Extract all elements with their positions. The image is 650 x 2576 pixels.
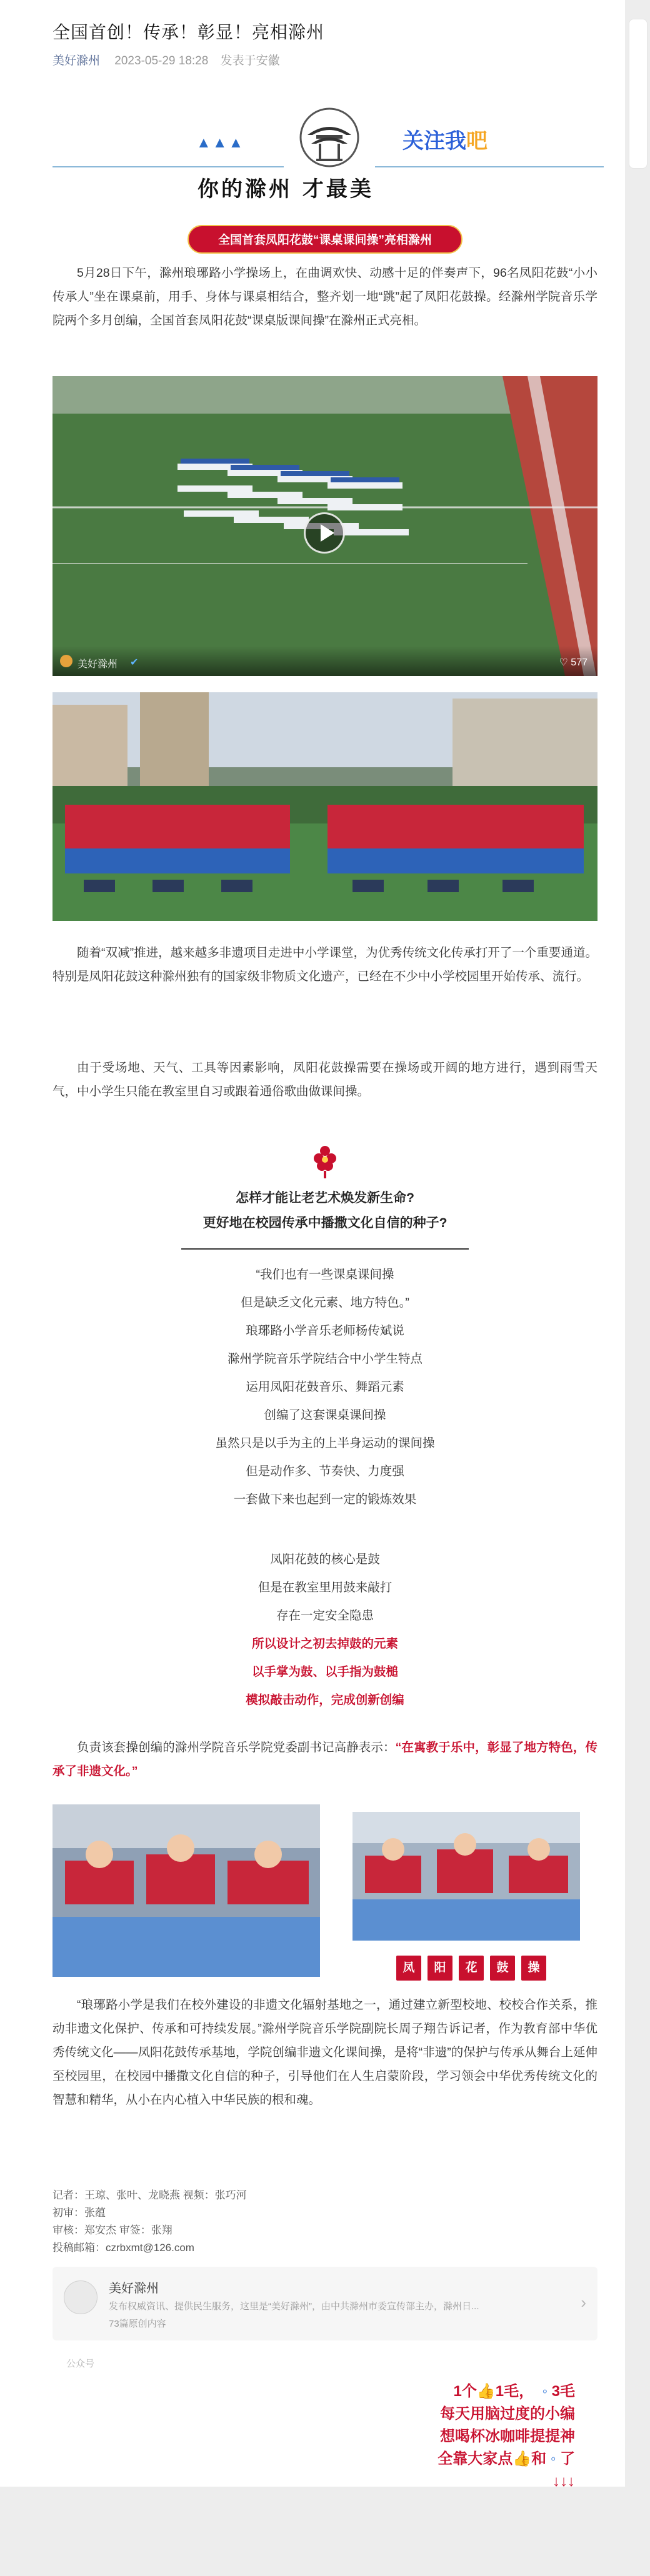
cta-text: 3毛 bbox=[551, 2383, 575, 2400]
thumbs-up-icon: 👍 bbox=[476, 2383, 496, 2400]
profile-description: 发布权威资讯、提供民生服务，这里是“美好滁州”，由中共滁州市委宣传部主办，滁州日... bbox=[109, 2301, 479, 2312]
video-likes[interactable]: ♡ 577 bbox=[559, 657, 588, 668]
cta-arrows: ↓↓↓ bbox=[552, 2473, 575, 2490]
like-dot-icon: ◦ bbox=[550, 2450, 556, 2467]
header-banner bbox=[52, 106, 604, 200]
paragraph-weather: 由于受场地、天气、工具等因素影响，凤阳花鼓操需要在操场或开阔的地方进行，遇到雨雪天气，中小学生只能在教室里自习或跟着通俗歌曲做课间操。 bbox=[52, 1061, 598, 1098]
tag-char: 操 bbox=[521, 1956, 546, 1981]
credit-line: 投稿邮箱：czrbxmt@126.com bbox=[52, 2242, 194, 2254]
paragraph-quote bbox=[52, 1736, 598, 1783]
cta-line-4 bbox=[438, 2448, 575, 2470]
paragraph-double-reduction: 随着“双减”推进，越来越多非遗项目走进中小学课堂，为优秀传统文化传承打开了一个重要通道。特别是凤阳花鼓这种滁州独有的国家级非物质文化遗产，已经在不少中小学校园里开始传承、流行。 bbox=[52, 946, 598, 983]
publish-location: 发表于安徽 bbox=[220, 54, 280, 67]
photo-students-desks bbox=[52, 1804, 320, 1977]
like-dot-icon: ◦ bbox=[542, 2383, 548, 2400]
headline-badge bbox=[188, 225, 462, 254]
flower-icon bbox=[311, 1143, 339, 1178]
cta-text: 了 bbox=[560, 2450, 575, 2467]
follow-suffix: 吧 bbox=[466, 129, 488, 153]
cta-text: 1毛， bbox=[495, 2383, 534, 2400]
credit-line: 记者：王琼、张叶、龙晓燕 视频：张巧河 bbox=[52, 2189, 247, 2201]
poem-block-1 bbox=[52, 1261, 598, 1514]
poem-highlight-line: 模拟敲击动作，完成创新创编 bbox=[246, 1693, 404, 1707]
cta-text: 1个 bbox=[453, 2383, 477, 2400]
poem-line: 但是在教室里用鼓来敲打 bbox=[258, 1581, 392, 1594]
poem-highlight-line: 以手掌为鼓、以手指为鼓槌 bbox=[251, 1665, 398, 1679]
account-name-link[interactable]: 美好滁州 bbox=[52, 54, 101, 67]
verified-icon: ✔ bbox=[130, 657, 139, 668]
profile-name: 美好滁州 bbox=[109, 2282, 159, 2295]
poem-highlight-line: 所以设计之初去掉鼓的元素 bbox=[251, 1637, 398, 1651]
tag-char: 鼓 bbox=[490, 1956, 515, 1981]
playground-photo-image bbox=[52, 692, 598, 921]
photo-classroom-playground bbox=[52, 692, 598, 921]
cta-text: 和 bbox=[531, 2450, 547, 2467]
tag-char: 凤 bbox=[396, 1956, 421, 1981]
credit-line: 初审：张蕴 bbox=[52, 2207, 106, 2219]
account-profile-card[interactable] bbox=[52, 2267, 598, 2340]
support-cta bbox=[438, 2380, 575, 2493]
pavilion-icon bbox=[295, 106, 364, 169]
cta-line-1 bbox=[438, 2380, 575, 2403]
cta-line-3: 想喝杯冰咖啡提提神 bbox=[440, 2428, 575, 2445]
poem-line: 创编了这套课桌课间操 bbox=[264, 1408, 386, 1422]
cta-text: 全靠大家点 bbox=[438, 2450, 513, 2467]
paragraph-base: “琅琊路小学是我们在校外建设的非遗文化辐射基地之一，通过建立新型校地、校校合作关系，推动非遗文化保护、传承和可持续发展。”滁州学院音乐学院副院长周子翔告诉记者，作为教育部中华优秀传统文化——凤阳花鼓传承基地，学院创编非遗文化课间操，是将“非遗”的保护与传承从舞台上延伸至校园里，在校园中播撒文化自信的种子，引导他们在人生启蒙阶段，学习领会中华优秀传统文化的智慧和精华，从小在内心植入中华民族的根和魂。 bbox=[52, 1998, 598, 2107]
credit-line: 审核：郑安杰 审签：张翔 bbox=[52, 2224, 172, 2236]
tag-char: 阳 bbox=[428, 1956, 452, 1981]
poem-line: 运用凤阳花鼓音乐、舞蹈元素 bbox=[246, 1380, 404, 1394]
credits-block bbox=[52, 2187, 247, 2257]
profile-article-count: 73篇原创内容 bbox=[109, 2319, 166, 2329]
follow-us-text bbox=[402, 124, 488, 154]
publish-date: 2023-05-29 18:28 bbox=[114, 54, 209, 67]
banner-slogan: 你的滁州 才最美 bbox=[198, 177, 374, 202]
video-account-name[interactable]: 美好滁州 bbox=[78, 659, 118, 670]
poem-line: 一套做下来也起到一定的锻炼效果 bbox=[233, 1493, 417, 1506]
follow-prefix: 关注我 bbox=[402, 129, 466, 153]
quote-lead: 负责该套操创编的滁州学院音乐学院党委副书记高静表示： bbox=[77, 1741, 396, 1754]
paragraph-intro: 5月28日下午，滁州琅琊路小学操场上，在曲调欢快、动感十足的伴奏声下，96名凤阳花鼓“小小传承人”坐在课桌前，用手、身体与课桌相结合，整齐划一地“跳”起了凤阳花鼓操。经滁州学院音乐学院两个多月创编，全国首套凤阳花鼓“课桌版课间操”在滁州正式亮相。 bbox=[52, 266, 598, 327]
play-button[interactable] bbox=[304, 512, 345, 554]
poem-line: 存在一定安全隐患 bbox=[276, 1609, 374, 1623]
photo-students-classroom bbox=[352, 1812, 580, 1941]
banner-divider-right bbox=[375, 166, 604, 167]
chevron-right-icon: › bbox=[581, 2293, 586, 2312]
section-divider bbox=[181, 1248, 469, 1250]
question-block bbox=[52, 1186, 598, 1236]
video-player[interactable] bbox=[52, 376, 598, 676]
poem-line: “我们也有一些课桌课间操 bbox=[256, 1268, 394, 1281]
account-avatar bbox=[64, 2280, 98, 2314]
video-account-avatar bbox=[60, 655, 72, 667]
video-likes-count: 577 bbox=[571, 657, 588, 668]
article-meta bbox=[52, 51, 280, 68]
question-line: 更好地在校园传承中播撒文化自信的种子? bbox=[202, 1216, 448, 1230]
poem-line: 琅琊路小学音乐老师杨传斌说 bbox=[246, 1324, 404, 1338]
quote-highlight: “在寓教于乐中，彰显了地方特色，传承了非遗文化。” bbox=[52, 1741, 598, 1778]
cta-line-2: 每天用脑过度的小编 bbox=[440, 2405, 575, 2422]
headline-badge-text: 全国首套凤阳花鼓“课桌课间操”亮相滁州 bbox=[188, 225, 462, 254]
poem-line: 滁州学院音乐学院结合中小学生特点 bbox=[227, 1352, 422, 1366]
video-footer bbox=[52, 646, 598, 676]
tag-char: 花 bbox=[459, 1956, 484, 1981]
tag-row bbox=[396, 1956, 552, 1982]
floating-side-panel[interactable] bbox=[629, 19, 648, 169]
triangle-decoration-icon: ▲▲▲ bbox=[196, 134, 245, 151]
poem-line: 但是动作多、节奏快、力度强 bbox=[246, 1465, 404, 1478]
poem-line: 但是缺乏文化元素、地方特色。” bbox=[241, 1296, 409, 1310]
article-title: 全国首创！传承！彰显！亮相滁州 bbox=[52, 22, 325, 42]
poem-line: 凤阳花鼓的核心是鼓 bbox=[270, 1553, 380, 1566]
banner-divider-left bbox=[52, 166, 284, 167]
question-line: 怎样才能让老艺术焕发新生命? bbox=[236, 1191, 414, 1205]
poem-block-2 bbox=[52, 1546, 598, 1714]
poem-line: 虽然只是以手为主的上半身运动的课间操 bbox=[215, 1436, 435, 1450]
official-account-label: 公众号 bbox=[66, 2359, 95, 2369]
thumbs-up-icon: 👍 bbox=[512, 2450, 532, 2467]
